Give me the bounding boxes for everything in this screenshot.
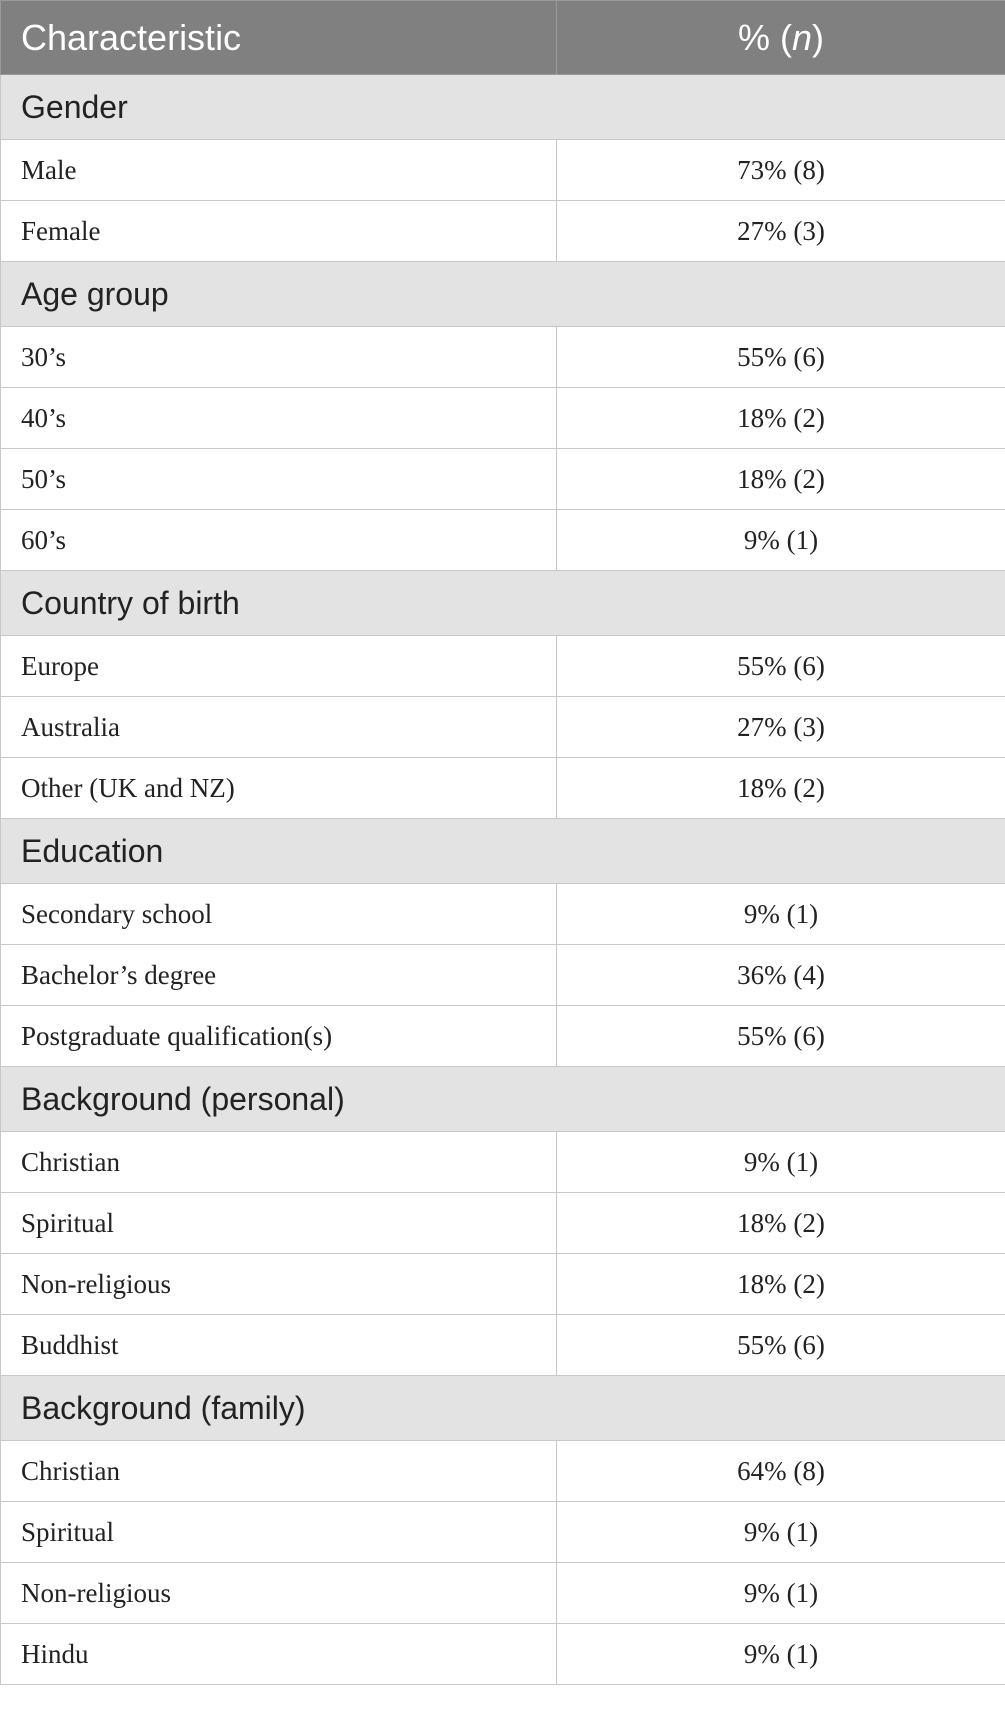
table-body — [1, 75, 1005, 1685]
row-value: 9% (1) — [557, 1502, 1005, 1563]
header-characteristic: Characteristic — [1, 1, 557, 75]
row-label: 50’s — [1, 449, 557, 510]
table-row — [1, 1624, 1005, 1685]
section-title: Gender — [1, 75, 1005, 140]
row-label: Hindu — [1, 1624, 557, 1685]
row-label: Female — [1, 201, 557, 262]
row-value: 9% (1) — [557, 1563, 1005, 1624]
row-label: Spiritual — [1, 1502, 557, 1563]
row-value: 55% (6) — [557, 1315, 1005, 1376]
row-value: 9% (1) — [557, 884, 1005, 945]
row-label: Christian — [1, 1441, 557, 1502]
section-row — [1, 75, 1005, 140]
row-value: 9% (1) — [557, 1624, 1005, 1685]
table-row — [1, 1563, 1005, 1624]
table-row — [1, 636, 1005, 697]
table-row — [1, 1132, 1005, 1193]
section-title: Age group — [1, 262, 1005, 327]
header-percent-n — [557, 1, 1005, 75]
row-label: Bachelor’s degree — [1, 945, 557, 1006]
row-value: 18% (2) — [557, 1193, 1005, 1254]
row-value: 55% (6) — [557, 1006, 1005, 1067]
row-label: 40’s — [1, 388, 557, 449]
section-title: Background (family) — [1, 1376, 1005, 1441]
row-label: Secondary school — [1, 884, 557, 945]
table-row — [1, 449, 1005, 510]
table-row — [1, 1193, 1005, 1254]
row-value: 64% (8) — [557, 1441, 1005, 1502]
table-row — [1, 1315, 1005, 1376]
row-value: 55% (6) — [557, 327, 1005, 388]
section-row — [1, 262, 1005, 327]
row-label: Buddhist — [1, 1315, 557, 1376]
row-label: Christian — [1, 1132, 557, 1193]
row-value: 36% (4) — [557, 945, 1005, 1006]
row-value: 9% (1) — [557, 1132, 1005, 1193]
row-label: 60’s — [1, 510, 557, 571]
table-row — [1, 510, 1005, 571]
table-header-row — [1, 1, 1005, 75]
row-value: 9% (1) — [557, 510, 1005, 571]
row-label: Spiritual — [1, 1193, 557, 1254]
table-row — [1, 1254, 1005, 1315]
row-label: Male — [1, 140, 557, 201]
header-n: n — [791, 16, 813, 58]
row-value: 18% (2) — [557, 449, 1005, 510]
section-row — [1, 819, 1005, 884]
row-label: Postgraduate qualification(s) — [1, 1006, 557, 1067]
section-row — [1, 1067, 1005, 1132]
row-label: 30’s — [1, 327, 557, 388]
section-title: Background (personal) — [1, 1067, 1005, 1132]
row-value: 55% (6) — [557, 636, 1005, 697]
table-row — [1, 1502, 1005, 1563]
table-row — [1, 945, 1005, 1006]
row-label: Non-religious — [1, 1254, 557, 1315]
row-value: 73% (8) — [557, 140, 1005, 201]
table-row — [1, 1441, 1005, 1502]
table-row — [1, 758, 1005, 819]
header-percent-prefix: % ( — [737, 16, 792, 58]
row-value: 18% (2) — [557, 1254, 1005, 1315]
section-title: Country of birth — [1, 571, 1005, 636]
row-value: 18% (2) — [557, 388, 1005, 449]
row-label: Australia — [1, 697, 557, 758]
table-row — [1, 140, 1005, 201]
table-row — [1, 697, 1005, 758]
row-label: Non-religious — [1, 1563, 557, 1624]
table-row — [1, 1006, 1005, 1067]
row-label: Europe — [1, 636, 557, 697]
header-percent-suffix: ) — [812, 16, 825, 58]
section-row — [1, 571, 1005, 636]
row-value: 27% (3) — [557, 697, 1005, 758]
row-value: 27% (3) — [557, 201, 1005, 262]
table-row — [1, 388, 1005, 449]
table-row — [1, 201, 1005, 262]
table-row — [1, 327, 1005, 388]
row-label: Other (UK and NZ) — [1, 758, 557, 819]
row-value: 18% (2) — [557, 758, 1005, 819]
table-row — [1, 884, 1005, 945]
section-row — [1, 1376, 1005, 1441]
section-title: Education — [1, 819, 1005, 884]
